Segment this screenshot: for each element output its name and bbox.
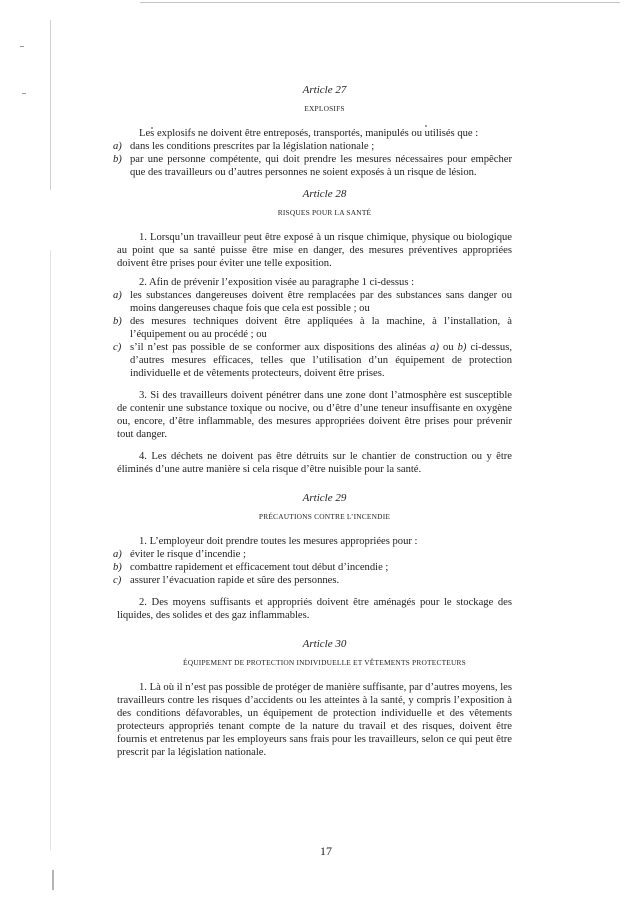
list-item [113,140,512,153]
scan-edge-left-lower [50,250,51,850]
item-text: par une personne compétente, qui doit prendre les mesures nécessaires pour empêcher que des travailleurs ou d’autres personnes ne soient exposés à un risque de lésion. [130,154,512,178]
item-text: éviter le risque d’incendie ; [130,549,246,560]
paragraph: 2. Afin de prévenir l’exposition visée au paragraphe 1 ci-dessus : [139,277,415,288]
article-subtitle: PRÉCAUTIONS CONTRE L’INCENDIE [258,512,391,521]
scan-edge-top [140,2,620,3]
article-28 [113,188,512,476]
item-label: c) [113,575,122,586]
paragraph: Les explosifs ne doivent être entreposés, transportés, manipulés ou utilisés que : [139,128,479,139]
article-subtitle: ÉQUIPEMENT DE PROTECTION INDIVIDUELLE ET VÊTEMENTS PROTECTEURS [183,658,466,667]
paragraph: 3. Si des travailleurs doivent pénétrer dans une zone dont l’atmosphère est susceptible de contenir une substance toxique ou nocive, ou d’être d’une teneur insuffisante en oxygène ou, encore, d’être inflammable, des mesures appropriées doivent être prises pour prévenir tout danger. [117,390,512,440]
article-27 [113,84,512,179]
article-30 [117,638,512,759]
item-label: b) [113,154,122,165]
item-text: ou [438,342,458,353]
document-body [113,84,512,759]
item-text: ci-dessus, d’autres mesures efficaces, telles que l’utilisation d’un équipement de protection individuelle et de vêtements protecteurs, doivent être prises. [130,342,512,379]
item-text: dans les conditions prescrites par la législation nationale ; [130,141,375,152]
item-label: b) [113,316,122,327]
scan-edge-bottom [52,870,54,890]
scan-dot [22,93,26,94]
item-text: s’il n’est pas possible de se conformer aux dispositions des alinéas [130,342,431,353]
item-text: combattre rapidement et efficacement tout début d’incendie ; [130,562,389,573]
article-title: Article 29 [302,492,347,504]
article-title: Article 27 [302,84,347,96]
item-reference: a) [430,342,439,353]
paragraph: 4. Les déchets ne doivent pas être détruits sur le chantier de construction ou y être éliminés d’une autre manière si cela risque d’être nuisible pour la santé. [117,451,512,475]
item-text: assurer l’évacuation rapide et sûre des personnes. [130,575,340,586]
list-item [113,574,512,587]
item-label: b) [113,562,122,573]
item-label: a) [113,290,122,301]
article-title: Article 30 [302,638,347,650]
item-text: des mesures techniques doivent être appliquées à la machine, à l’installation, à l’équipement ou au procédé ; ou [130,316,512,340]
scan-edge-left [50,20,51,190]
article-subtitle: EXPLOSIFS [304,104,345,113]
item-reference: b) [457,342,467,353]
list-item [113,289,512,315]
article-title: Article 28 [302,188,347,200]
list-item [113,153,512,179]
scan-dot [20,46,24,47]
list-item [113,315,512,341]
article-subtitle: RISQUES POUR LA SANTÉ [277,208,372,217]
item-label: a) [113,549,122,560]
article-29 [113,492,512,622]
page-number: 17 [320,844,332,858]
paragraph: 1. Là où il n’est pas possible de protéger de manière suffisante, par d’autres moyens, les travailleurs contre les risques d’accidents ou les atteintes à la santé, y compris l’exposition à des conditions défavorables, un équipement de protection individuelle et des vêtements protecteurs appropriés tenant compte de la nature du travail et des risques, doivent être fournis et entretenus par les employeurs sans frais pour les travailleurs, selon ce qui peut être prescrit par la législation nationale. [117,682,512,758]
item-label: c) [113,342,122,353]
list-item [113,341,512,380]
list-item [113,548,512,561]
paragraph: 2. Des moyens suffisants et appropriés doivent être aménagés pour le stockage des liquides, des solides et des gaz inflammables. [117,597,512,621]
list-item [113,561,512,574]
paragraph: 1. Lorsqu’un travailleur peut être exposé à un risque chimique, physique ou biologique au point que sa santé puisse être mise en danger, des mesures préventives appropriées doivent être prises pour éviter une telle exposition. [117,232,512,269]
paragraph: 1. L’employeur doit prendre toutes les mesures appropriées pour : [139,536,418,547]
item-text: les substances dangereuses doivent être remplacées par des substances sans danger ou moins dangereuses chaque fois que cela est possible ; ou [130,290,512,314]
item-label: a) [113,141,122,152]
